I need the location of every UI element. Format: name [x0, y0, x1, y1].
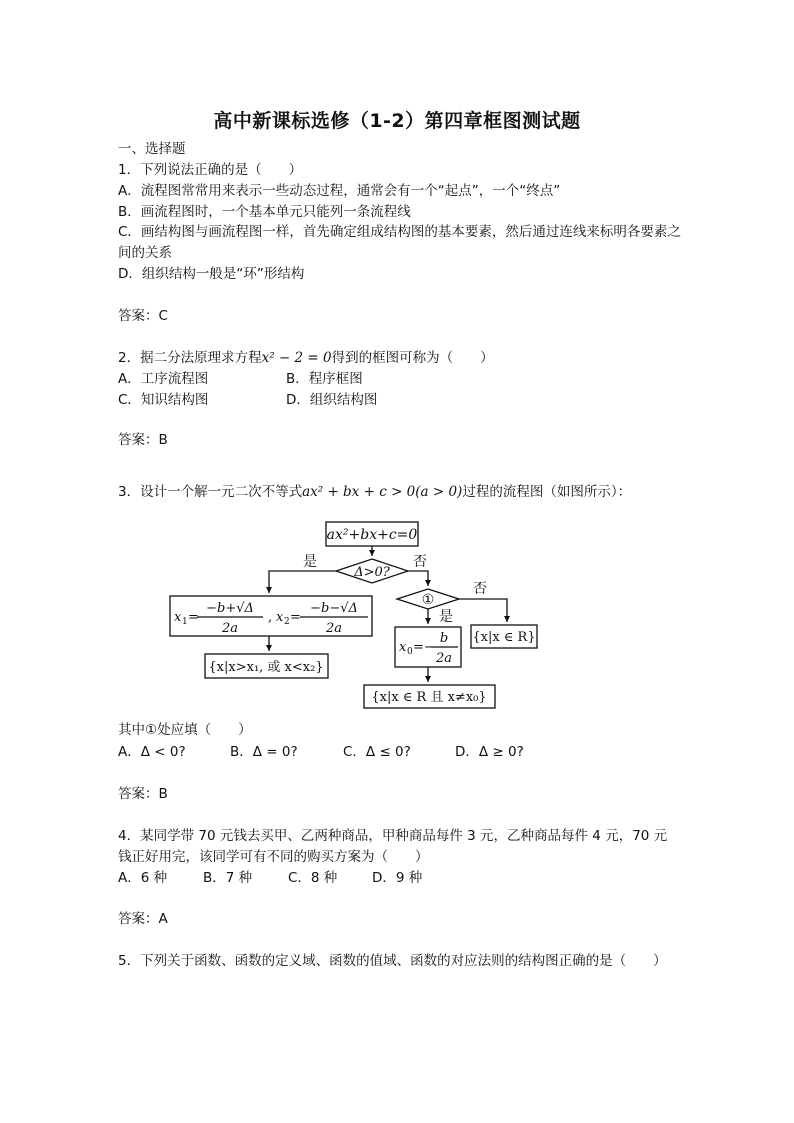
- q4-option-a: A．6 种: [118, 870, 168, 886]
- q2-equation: x² − 2 = 0: [261, 350, 332, 366]
- q1-option-b: B．画流程图时，一个基本单元只能列一条流程线: [118, 204, 411, 220]
- q2-answer: 答案：B: [118, 432, 168, 448]
- q4-option-c: C．8 种: [288, 870, 338, 886]
- svg-text:b: b: [439, 631, 449, 646]
- svg-text:2a: 2a: [325, 621, 343, 636]
- q4-stem-line-2: 钱正好用完，该同学可有不同的购买方案为（ ）: [118, 849, 429, 865]
- flow-yes-label-1: 是: [303, 554, 317, 570]
- flow-circle-blank: ①: [421, 592, 435, 608]
- svg-text:=: =: [188, 610, 199, 625]
- svg-text:=−: =−: [413, 640, 435, 655]
- svg-text:,: ,: [268, 610, 273, 625]
- flow-solution-all-label: {x|x ∈ R}: [472, 630, 536, 645]
- q3-option-c: C．Δ ≤ 0?: [343, 744, 411, 760]
- q4-answer: 答案：A: [118, 911, 168, 927]
- svg-text:1: 1: [182, 617, 188, 627]
- q2-option-b: B．程序框图: [286, 371, 363, 387]
- svg-text:−b+√Δ: −b+√Δ: [206, 601, 254, 616]
- q4-stem-line-1: 4．某同学带 70 元钱去买甲、乙两种商品，甲种商品每件 3 元，乙种商品每件 4 元，70 元: [118, 828, 668, 844]
- q3-inequality: ax² + bx + c > 0(a > 0): [302, 484, 463, 500]
- q5-stem: 5．下列关于函数、函数的定义域、函数的值域、函数的对应法则的结构图正确的是（ ）: [118, 953, 667, 969]
- svg-text:0: 0: [407, 647, 413, 657]
- q1-option-a: A．流程图常常用来表示一些动态过程，通常会有一个“起点”，一个“终点”: [118, 183, 561, 199]
- q3-stem-post: 过程的流程图（如图所示）：: [462, 484, 632, 500]
- q3-option-a: A．Δ < 0?: [118, 744, 186, 760]
- flow-solution-x0-label: {x|x ∈ R 且 x≠x₀}: [371, 690, 487, 705]
- q1-answer: 答案：C: [118, 308, 168, 324]
- flow-start-label: ax²+bx+c=0: [326, 527, 418, 543]
- flow-no-label-2: 否: [473, 581, 487, 597]
- q1-option-c: C．画结构图与画流程图一样，首先确定组成结构图的基本要素，然后通过连线来标明各要素之间的关系: [118, 224, 681, 261]
- svg-text:=: =: [290, 610, 301, 625]
- q2-stem-post: 得到的框图可称为（ ）: [331, 350, 494, 366]
- q1-stem: 1．下列说法正确的是（ ）: [118, 162, 303, 178]
- flow-decision-label: Δ>0?: [354, 565, 390, 580]
- q3-option-b: B．Δ = 0?: [230, 744, 298, 760]
- q3-fill-prompt: 其中①处应填（ ）: [118, 722, 252, 738]
- svg-text:2a: 2a: [435, 651, 453, 666]
- flow-solution-positive-label: {x|x>x₁, 或 x<x₂}: [208, 660, 324, 675]
- q2-option-c: C．知识结构图: [118, 392, 209, 408]
- q3-answer: 答案：B: [118, 786, 168, 802]
- svg-text:x: x: [276, 610, 284, 625]
- section-heading: 一、选择题: [118, 141, 186, 157]
- q4-option-b: B．7 种: [203, 870, 253, 886]
- svg-text:x: x: [399, 640, 407, 655]
- flow-yes-label-2: 是: [439, 609, 453, 625]
- q2-stem-pre: 2．据二分法原理求方程: [118, 350, 262, 366]
- svg-text:2a: 2a: [221, 621, 239, 636]
- flow-no-label-1: 否: [413, 554, 427, 570]
- q2-option-d: D．组织结构图: [286, 392, 378, 408]
- q3-option-d: D．Δ ≥ 0?: [455, 744, 524, 760]
- page-title: 高中新课标选修（1-2）第四章框图测试题: [213, 110, 581, 132]
- svg-text:2: 2: [284, 617, 290, 627]
- q2-option-a: A．工序流程图: [118, 371, 209, 387]
- svg-text:−b−√Δ: −b−√Δ: [310, 601, 358, 616]
- q3-stem-pre: 3．设计一个解一元二次不等式: [118, 484, 303, 500]
- svg-text:x: x: [174, 610, 182, 625]
- q1-option-d: D．组织结构一般是“环”形结构: [118, 266, 305, 282]
- q4-option-d: D．9 种: [372, 870, 423, 886]
